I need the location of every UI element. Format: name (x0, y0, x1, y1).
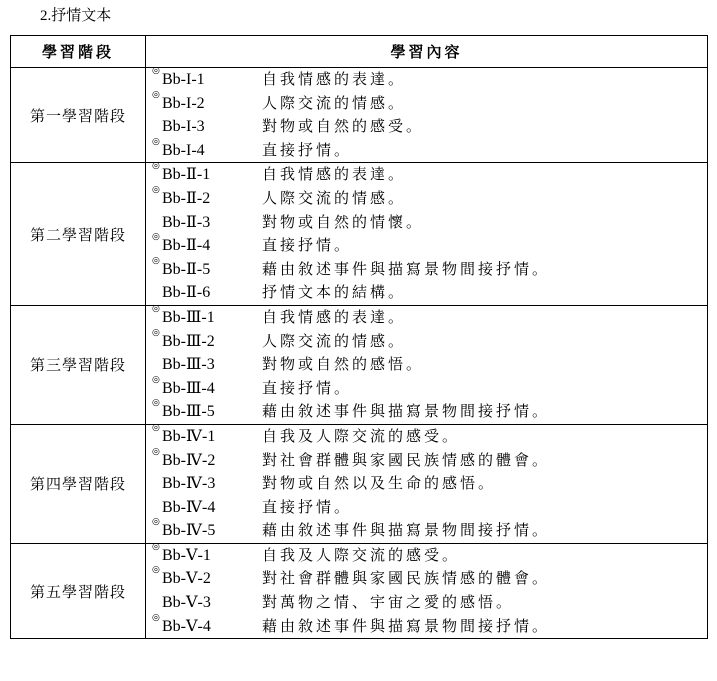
content-item (146, 353, 707, 377)
content-code: Bb-Ⅳ-2 (162, 451, 216, 469)
content-code: Bb-Ⅳ-5 (162, 522, 216, 540)
content-description: 直接抒情。 (262, 236, 353, 255)
table-row (11, 305, 708, 424)
content-code: Bb-Ⅴ-3 (162, 594, 211, 612)
content-code: Bb-I-3 (162, 118, 205, 136)
content-item (146, 255, 707, 282)
content-description: 人際交流的情感。 (262, 188, 407, 207)
content-code: Bb-Ⅲ-2 (162, 332, 215, 350)
content-description: 藉由敘述事件與描寫景物間接抒情。 (262, 521, 551, 540)
key-content-mark: ◎ (152, 136, 160, 147)
content-code: Bb-Ⅴ-2 (162, 570, 211, 588)
content-code: Bb-I-1 (162, 71, 205, 88)
content-item (146, 519, 707, 543)
content-description: 對物或自然的感受。 (262, 117, 425, 136)
content-item (146, 400, 707, 424)
key-content-mark: ◎ (152, 66, 160, 76)
content-description: 直接抒情。 (262, 497, 353, 516)
section-heading: 2.抒情文本 (40, 8, 112, 24)
stage-cell: 第四學習階段 (11, 424, 146, 543)
content-description: 藉由敘述事件與描寫景物間接抒情。 (262, 402, 551, 421)
content-description: 人際交流的情感。 (262, 331, 407, 350)
content-item (146, 446, 707, 473)
table-row (11, 424, 708, 543)
stage-cell: 第二學習階段 (11, 163, 146, 306)
content-code: Bb-Ⅱ-1 (162, 166, 211, 184)
content-item (146, 281, 707, 305)
content-code: Bb-Ⅳ-1 (162, 427, 216, 445)
table-header-row (11, 36, 708, 68)
key-content-mark: ◎ (152, 398, 160, 409)
content-item (146, 327, 707, 354)
content-description: 自我情感的表達。 (262, 165, 407, 184)
content-description: 自我及人際交流的感受。 (262, 545, 461, 564)
content-item (146, 68, 707, 92)
content-description: 對物或自然的感悟。 (262, 355, 425, 374)
key-content-mark: ◎ (152, 184, 160, 195)
content-item (146, 136, 707, 163)
content-code: Bb-Ⅱ-2 (162, 189, 211, 207)
stage-cell: 第五學習階段 (11, 543, 146, 638)
stage-column-header: 學習階段 (11, 36, 146, 68)
content-item (146, 184, 707, 211)
key-content-mark: ◎ (152, 612, 160, 623)
content-item (146, 303, 707, 330)
stage-cell: 第三學習階段 (11, 305, 146, 424)
content-item (146, 541, 707, 568)
content-code: Bb-Ⅲ-5 (162, 403, 215, 421)
key-content-mark: ◎ (152, 161, 160, 172)
key-content-mark: ◎ (152, 374, 160, 385)
key-content-mark: ◎ (152, 255, 160, 266)
content-cell (146, 424, 708, 543)
learning-content-table (10, 35, 708, 639)
key-content-mark: ◎ (152, 517, 160, 528)
content-description: 直接抒情。 (262, 378, 353, 397)
content-item (146, 591, 707, 615)
key-content-mark: ◎ (152, 446, 160, 457)
content-item (146, 612, 707, 639)
content-description: 對物或自然的情懷。 (262, 212, 425, 231)
content-description: 對社會群體與家國民族情感的體會。 (262, 450, 551, 469)
content-description: 對萬物之情、宇宙之愛的感悟。 (262, 593, 515, 612)
content-item (146, 211, 707, 235)
content-item (146, 115, 707, 139)
content-description: 自我情感的表達。 (262, 70, 407, 88)
content-item (146, 472, 707, 496)
content-description: 對物或自然以及生命的感悟。 (262, 474, 497, 493)
content-code: Bb-Ⅴ-1 (162, 546, 211, 564)
content-item (146, 234, 707, 258)
key-content-mark: ◎ (152, 565, 160, 576)
content-code: Bb-I-4 (162, 141, 205, 159)
content-description: 人際交流的情感。 (262, 93, 407, 112)
content-cell (146, 543, 708, 638)
content-item (146, 422, 707, 449)
content-cell (146, 68, 708, 163)
content-description: 抒情文本的結構。 (262, 283, 407, 302)
content-code: Bb-Ⅱ-4 (162, 237, 211, 255)
content-cell (146, 305, 708, 424)
content-code: Bb-Ⅱ-6 (162, 284, 211, 302)
table-row (11, 543, 708, 638)
key-content-mark: ◎ (152, 303, 160, 314)
content-code: Bb-Ⅴ-4 (162, 617, 211, 635)
content-cell (146, 163, 708, 306)
content-description: 直接抒情。 (262, 140, 353, 159)
content-item (146, 496, 707, 520)
table-row (11, 163, 708, 306)
key-content-mark: ◎ (152, 89, 160, 100)
content-code: Bb-Ⅲ-1 (162, 308, 215, 326)
content-code: Bb-Ⅳ-4 (162, 498, 216, 516)
content-code: Bb-Ⅲ-3 (162, 356, 215, 374)
table-body (11, 68, 708, 639)
key-content-mark: ◎ (152, 422, 160, 433)
content-description: 自我情感的表達。 (262, 307, 407, 326)
content-column-header: 學習內容 (146, 36, 708, 68)
content-item (146, 374, 707, 401)
content-item (146, 567, 707, 591)
content-code: Bb-Ⅱ-5 (162, 260, 211, 278)
content-description: 自我及人際交流的感受。 (262, 426, 461, 445)
stage-cell: 第一學習階段 (11, 68, 146, 163)
content-code: Bb-Ⅱ-3 (162, 213, 211, 231)
content-code: Bb-Ⅲ-4 (162, 379, 215, 397)
key-content-mark: ◎ (152, 327, 160, 338)
content-description: 對社會群體與家國民族情感的體會。 (262, 569, 551, 588)
content-description: 藉由敘述事件與描寫景物間接抒情。 (262, 259, 551, 278)
content-item (146, 89, 707, 116)
key-content-mark: ◎ (152, 232, 160, 243)
content-description: 藉由敘述事件與描寫景物間接抒情。 (262, 616, 551, 635)
content-code: Bb-I-2 (162, 94, 205, 112)
content-item (146, 163, 707, 187)
content-code: Bb-Ⅳ-3 (162, 475, 216, 493)
key-content-mark: ◎ (152, 541, 160, 552)
table-row (11, 68, 708, 163)
